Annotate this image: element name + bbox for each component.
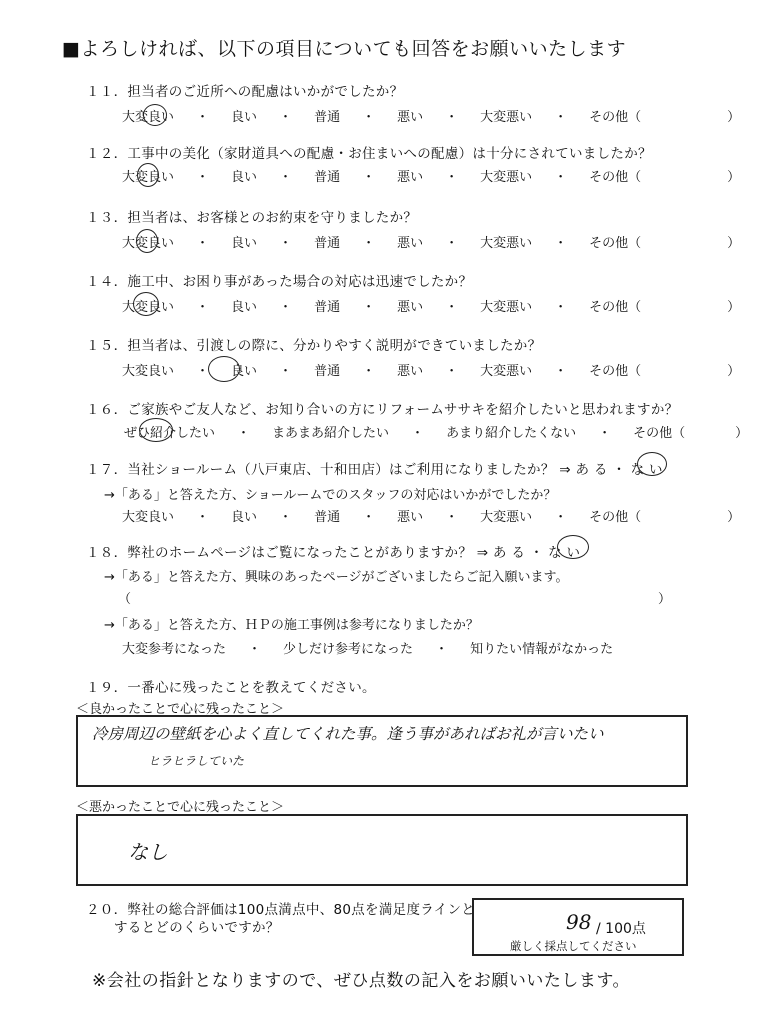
option-very-good[interactable]: 大変良い <box>122 510 175 525</box>
option-somewhat-recommend[interactable]: まあまあ紹介したい <box>272 426 390 441</box>
option-bad[interactable]: 悪い <box>397 236 424 251</box>
option-very-good[interactable]: 大変良い <box>122 364 175 379</box>
option-very-bad[interactable]: 大変悪い <box>480 110 533 125</box>
option-very-bad[interactable]: 大変悪い <box>480 236 533 251</box>
option-definitely-recommend[interactable]: ぜひ紹介したい <box>124 426 216 441</box>
option-very-bad[interactable]: 大変悪い <box>480 170 533 185</box>
question-16-options: ぜひ紹介したい ・ まあまあ紹介したい ・ あまり紹介したくない ・ その他（ ） <box>124 422 748 441</box>
question-14-options: 大変良い ・ 良い ・ 普通 ・ 悪い ・ 大変悪い ・ その他（ ） <box>122 296 740 315</box>
option-normal[interactable]: 普通 <box>314 236 341 251</box>
option-very-good[interactable]: 大変良い <box>122 300 175 315</box>
question-14: １４．施工中、お困り事があった場合の対応は迅速でしたか？ <box>86 274 473 290</box>
option-very-bad[interactable]: 大変悪い <box>480 300 533 315</box>
option-not-recommend[interactable]: あまり紹介したくない <box>446 426 577 441</box>
question-13: １３．担当者は、お客様とのお約束を守りましたか？ <box>86 210 418 226</box>
question-15-options: 大変良い ・ 良い ・ 普通 ・ 悪い ・ 大変悪い ・ その他（ ） <box>122 360 740 379</box>
question-17-options: 大変良い ・ 良い ・ 普通 ・ 悪い ・ 大変悪い ・ その他（ ） <box>122 506 740 525</box>
option-very-helpful[interactable]: 大変参考になった <box>122 642 227 657</box>
question-11-options: 大変良い ・ 良い ・ 普通 ・ 悪い ・ 大変悪い ・ その他（ ） <box>122 106 740 125</box>
option-other[interactable]: その他（ <box>589 110 642 125</box>
option-other[interactable]: その他（ <box>589 170 642 185</box>
selection-circle <box>139 418 173 442</box>
option-good[interactable]: 良い <box>231 364 258 379</box>
option-normal[interactable]: 普通 <box>314 364 341 379</box>
paren-close: ） <box>658 592 672 607</box>
bad-memory-label: ＜悪かったことで心に残ったこと＞ <box>76 800 285 815</box>
option-good[interactable]: 良い <box>231 170 258 185</box>
option-very-good[interactable]: 大変良い <box>122 236 175 251</box>
selection-circle <box>143 104 167 126</box>
option-normal[interactable]: 普通 <box>314 510 341 525</box>
question-13-options: 大変良い ・ 良い ・ 普通 ・ 悪い ・ 大変悪い ・ その他（ ） <box>122 232 740 251</box>
option-bad[interactable]: 悪い <box>397 364 424 379</box>
question-15: １５．担当者は、引渡しの際に、分かりやすく説明ができていましたか？ <box>86 338 542 354</box>
option-other[interactable]: その他（ <box>589 300 642 315</box>
question-18-sub1: →「ある」と答えた方、興味のあったページがございましたらご記入願います。 <box>104 570 569 585</box>
question-18-sub2: →「ある」と答えた方、ＨＰの施工事例は参考になりましたか？ <box>104 618 479 633</box>
selection-circle <box>637 452 667 476</box>
question-19: １９．一番心に残ったことを教えてください。 <box>86 680 376 696</box>
paren-open: （ <box>118 592 132 607</box>
option-good[interactable]: 良い <box>231 510 258 525</box>
question-17: １７．当社ショールーム（八戸東店、十和田店）はご利用になりましたか？ ⇒ あ る ・ な い <box>86 462 663 478</box>
option-not-helpful[interactable]: 知りたい情報がなかった <box>470 642 614 657</box>
question-16: １６．ご家族やご友人など、お知り合いの方にリフォームササキを紹介したいと思われますか？ <box>86 402 679 418</box>
question-11: １１．担当者のご近所への配慮はいかがでしたか？ <box>86 84 404 100</box>
good-memory-answer-line1: 冷房周辺の壁紙を心よく直してくれた事。逢う事があればお礼が言いたい <box>92 725 604 743</box>
selection-circle <box>133 292 159 316</box>
option-very-good[interactable]: 大変良い <box>122 170 175 185</box>
score-note: 厳しく採点してください <box>510 939 637 953</box>
question-18-options: 大変参考になった ・ 少しだけ参考になった ・ 知りたい情報がなかった <box>122 638 613 657</box>
bad-memory-answer: なし <box>128 840 168 864</box>
option-other[interactable]: その他（ <box>589 364 642 379</box>
selection-circle <box>208 356 240 382</box>
option-good[interactable]: 良い <box>231 236 258 251</box>
option-very-good[interactable]: 大変良い <box>122 110 175 125</box>
question-18: １８．弊社のホームページはご覧になったことがありますか？ ⇒ あ る ・ な い <box>86 545 581 561</box>
option-bad[interactable]: 悪い <box>397 170 424 185</box>
option-slightly-helpful[interactable]: 少しだけ参考になった <box>283 642 414 657</box>
question-17-sub: →「ある」と答えた方、ショールームでのスタッフの対応はいかがでしたか？ <box>104 488 557 503</box>
option-other[interactable]: その他（ <box>633 426 686 441</box>
page-title: ■よろしければ、以下の項目についても回答をお願いいたします <box>62 38 627 60</box>
option-bad[interactable]: 悪い <box>397 300 424 315</box>
option-good[interactable]: 良い <box>231 300 258 315</box>
option-normal[interactable]: 普通 <box>314 300 341 315</box>
option-other[interactable]: その他（ <box>589 510 642 525</box>
question-20-line2: するとどのくらいですか？ <box>114 920 280 936</box>
question-12-options: 大変良い ・ 良い ・ 普通 ・ 悪い ・ 大変悪い ・ その他（ ） <box>122 166 740 185</box>
question-12: １２．工事中の美化（家財道具への配慮・お住まいへの配慮）は十分にされていましたか？ <box>86 146 652 162</box>
good-memory-answer-line2: ヒラヒラしていた <box>148 754 245 768</box>
option-normal[interactable]: 普通 <box>314 110 341 125</box>
question-20-line1: ２０．弊社の総合評価は100点満点中、80点を満足度ラインと <box>86 902 476 918</box>
option-bad[interactable]: 悪い <box>397 110 424 125</box>
option-very-bad[interactable]: 大変悪い <box>480 364 533 379</box>
score-max-label: / 100点 <box>596 921 646 937</box>
option-bad[interactable]: 悪い <box>397 510 424 525</box>
option-good[interactable]: 良い <box>231 110 258 125</box>
selection-circle <box>557 535 589 559</box>
good-memory-label: ＜良かったことで心に残ったこと＞ <box>76 702 285 717</box>
selection-circle <box>136 229 158 253</box>
footer-note: ※会社の指針となりますので、ぜひ点数の記入をお願いいたします。 <box>92 971 631 991</box>
option-normal[interactable]: 普通 <box>314 170 341 185</box>
score-value: 98 <box>566 910 592 934</box>
selection-circle <box>137 163 159 187</box>
option-other[interactable]: その他（ <box>589 236 642 251</box>
option-very-bad[interactable]: 大変悪い <box>480 510 533 525</box>
